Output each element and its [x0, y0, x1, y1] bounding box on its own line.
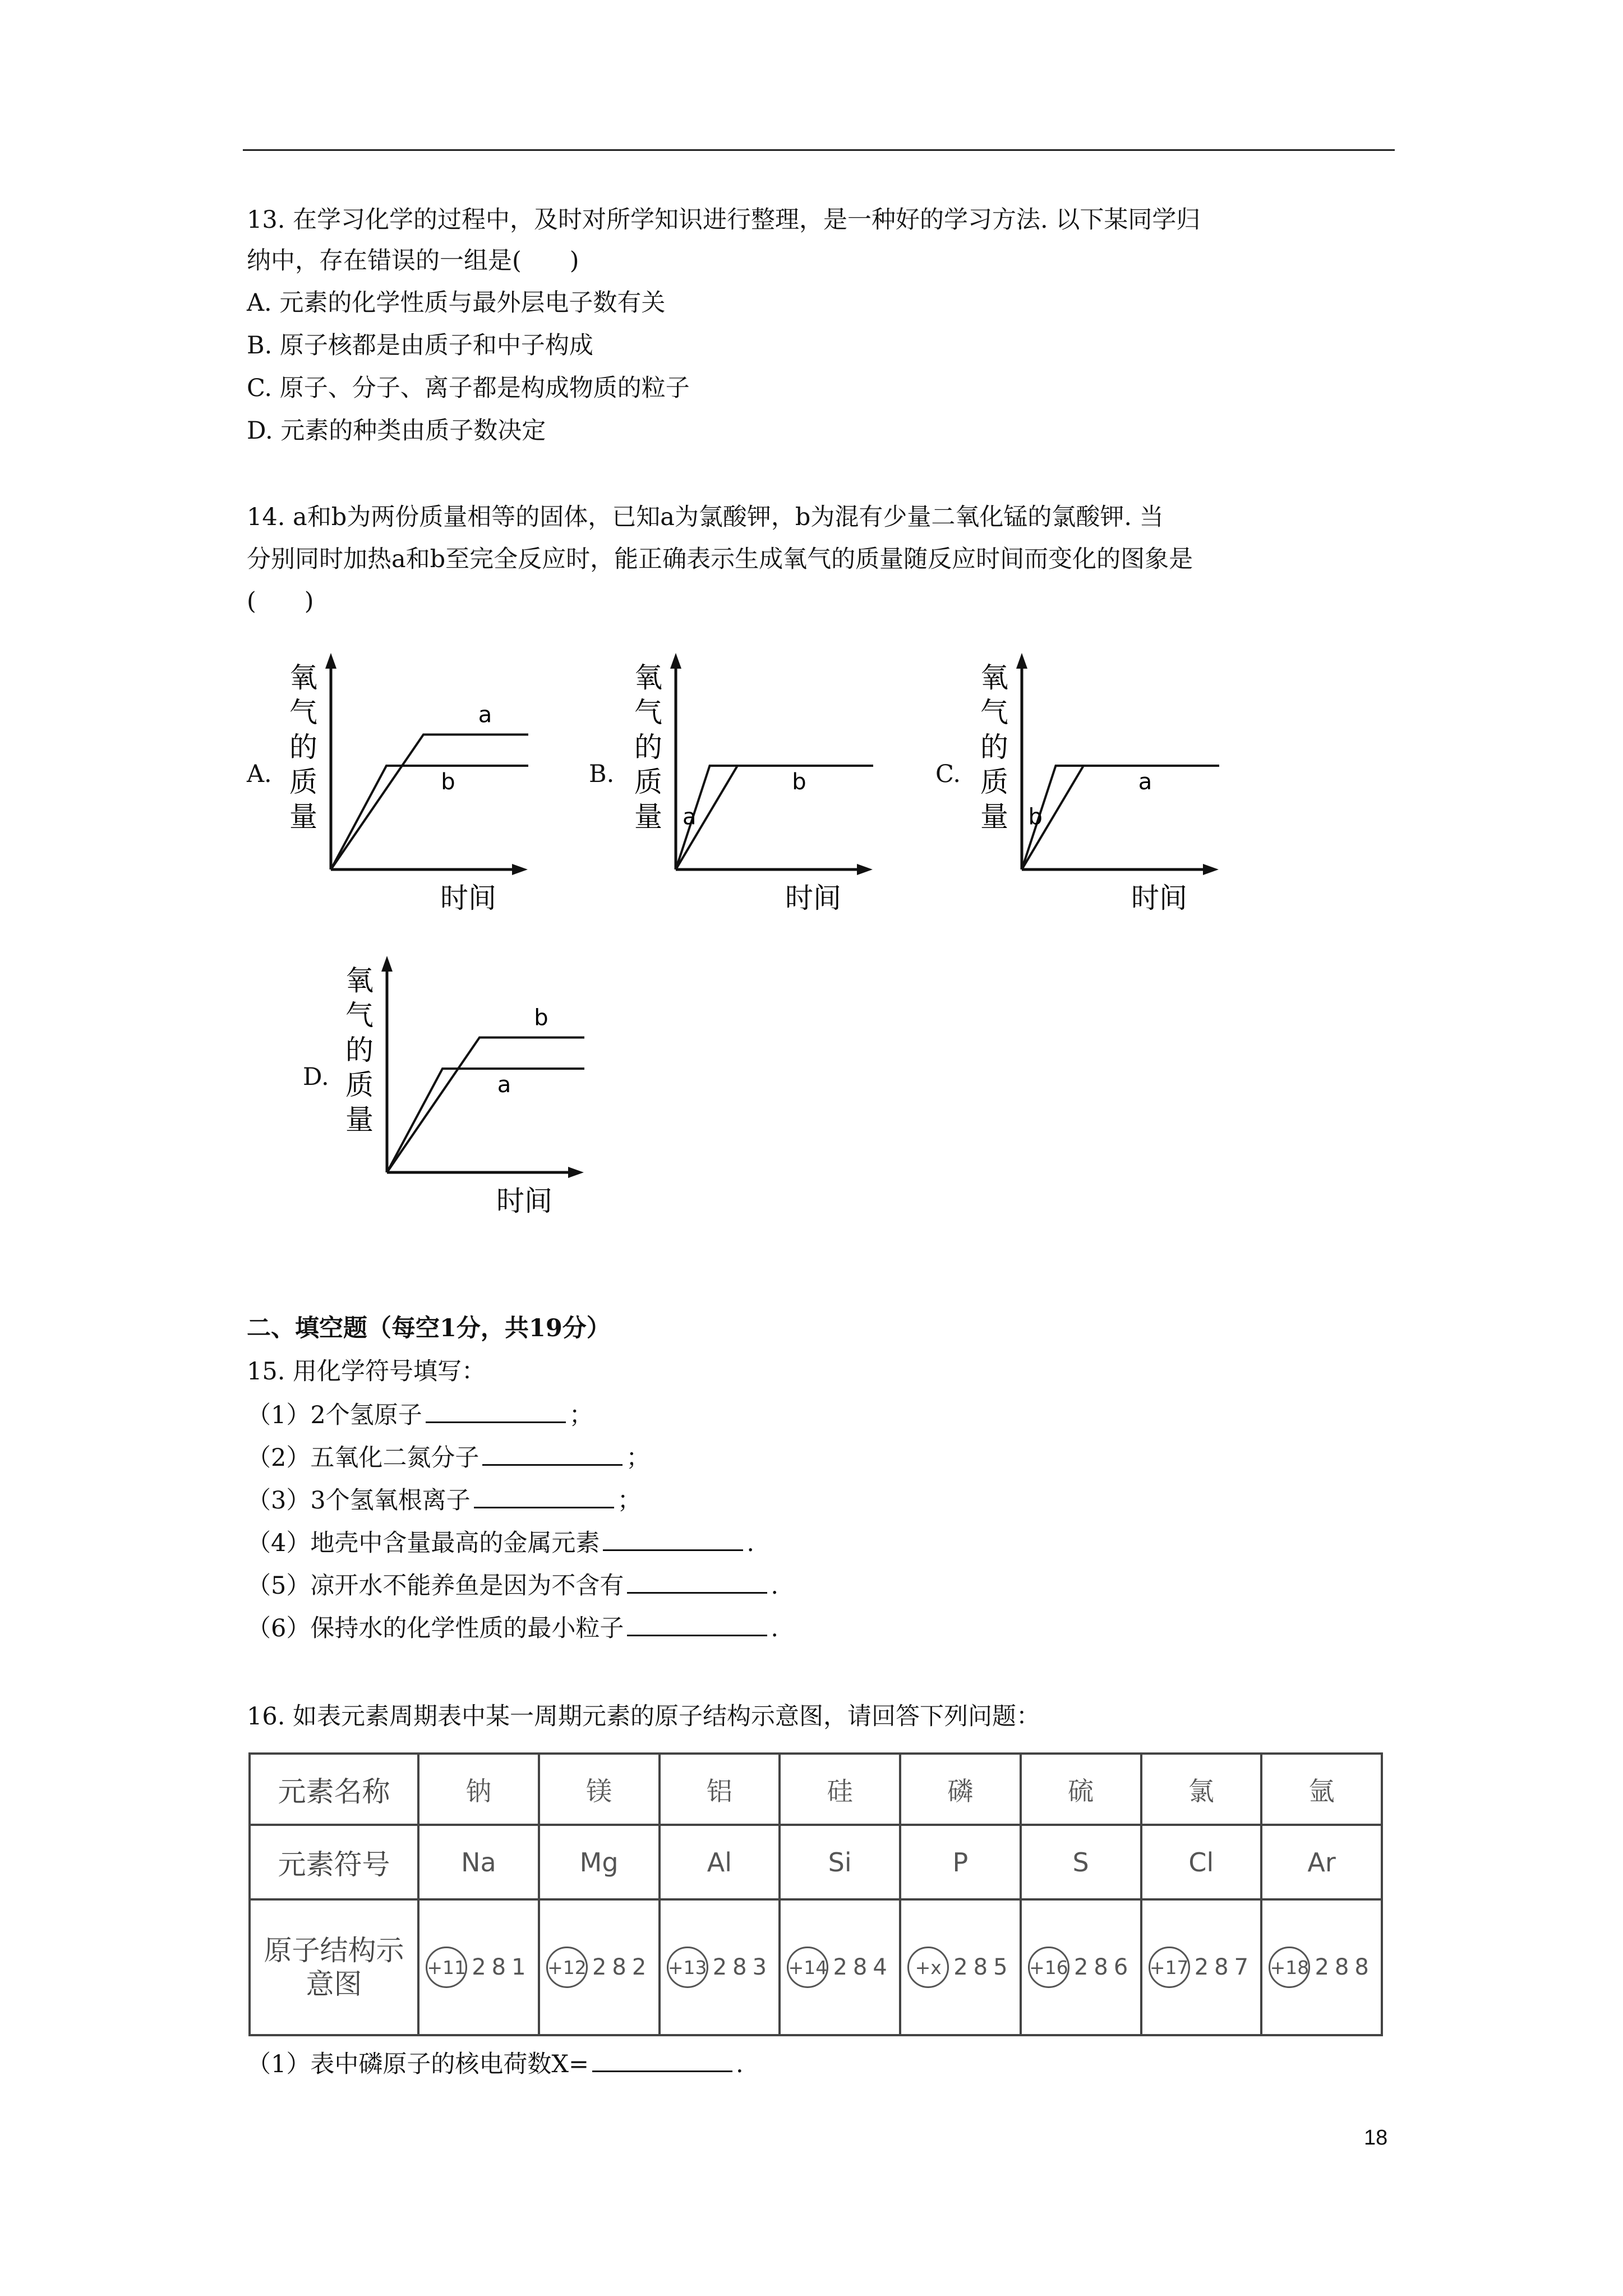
q16-sub-1: （1）表中磷原子的核电荷数X= .: [247, 2047, 744, 2081]
y-axis-label: 氧气的质量: [634, 661, 662, 833]
element-symbol-cell: Cl: [1141, 1825, 1262, 1899]
series-label: b: [534, 1005, 548, 1031]
series-label: a: [1138, 769, 1152, 795]
q15-item-6: （6）保持水的化学性质的最小粒子 .: [247, 1612, 778, 1645]
atom-diagram-cell: [418, 1899, 539, 2035]
element-symbol-cell: P: [900, 1825, 1021, 1899]
element-symbol-cell: Mg: [539, 1825, 660, 1899]
chart-c-option-label: C.: [935, 760, 961, 788]
q15-stem: 15. 用化学符号填写：: [247, 1358, 486, 1386]
answer-blank[interactable]: [627, 1570, 767, 1594]
electron-shells: 284: [833, 1954, 893, 1980]
element-name-cell: 磷: [900, 1754, 1021, 1825]
q16-stem: 16. 如表元素周期表中某一周期元素的原子结构示意图，请回答下列问题：: [247, 1703, 1041, 1731]
q13-option-c: C. 原子、分子、离子都是构成物质的粒子: [247, 374, 690, 402]
answer-blank[interactable]: [482, 1442, 623, 1466]
q13-option-a: A. 元素的化学性质与最外层电子数有关: [247, 289, 666, 317]
q13-stem-line-2: 纳中，存在错误的一组是( ): [247, 247, 579, 275]
atom-diagram-cell: [1021, 1899, 1141, 2035]
chart-b: [628, 645, 880, 914]
series-line-b: [387, 1038, 584, 1173]
answer-blank[interactable]: [592, 2048, 732, 2072]
element-name-cell: 硫: [1021, 1754, 1141, 1825]
x-axis-arrow: [568, 1167, 584, 1178]
series-label: b: [1028, 804, 1043, 830]
element-name-cell: 镁: [539, 1754, 660, 1825]
table-row-diagrams: [250, 1899, 1382, 2035]
atom-diagram-cell: [1141, 1899, 1262, 2035]
page-number: 18: [1364, 2126, 1388, 2150]
nucleus-circle: +17: [1149, 1947, 1190, 1988]
header-rule: [243, 149, 1395, 151]
atom-diagram-cell: [539, 1899, 660, 2035]
table-row-symbols: [250, 1825, 1382, 1899]
row-header-names: 元素名称: [250, 1754, 418, 1825]
q15-item-5: （5）凉开水不能养鱼是因为不含有 .: [247, 1569, 778, 1603]
element-name-cell: 铝: [660, 1754, 780, 1825]
chart-a-option-label: A.: [247, 760, 272, 788]
chart-a: [283, 645, 536, 914]
series-label: a: [478, 702, 492, 728]
chart-d: [339, 948, 592, 1217]
chart-d-option-label: D.: [303, 1063, 329, 1091]
nucleus-circle: +12: [546, 1947, 588, 1988]
y-axis-arrow: [325, 653, 336, 669]
q13-stem-line-1: 13. 在学习化学的过程中，及时对所学知识进行整理，是一种好的学习方法. 以下某同学归: [247, 206, 1201, 234]
element-name-cell: 钠: [418, 1754, 539, 1825]
nucleus-circle: +11: [426, 1947, 467, 1988]
x-axis-label: 时间: [1131, 882, 1187, 914]
x-axis-label: 时间: [440, 882, 496, 914]
chart-b-option-label: B.: [589, 760, 615, 788]
table-row-names: [250, 1754, 1382, 1825]
element-symbol-cell: Si: [780, 1825, 900, 1899]
nucleus-circle: +13: [667, 1947, 708, 1988]
element-symbol-cell: S: [1021, 1825, 1141, 1899]
x-axis-label: 时间: [785, 882, 841, 914]
q14-stem-line-3: ( ): [247, 587, 314, 615]
atom-diagram-cell: [900, 1899, 1021, 2035]
x-axis-arrow: [857, 864, 873, 875]
q13-option-b: B. 原子核都是由质子和中子构成: [247, 332, 593, 360]
electron-shells: 287: [1194, 1954, 1255, 1980]
x-axis-arrow: [1203, 864, 1219, 875]
element-name-cell: 硅: [780, 1754, 900, 1825]
electron-shells: 283: [712, 1954, 773, 1980]
nucleus-circle: +16: [1028, 1947, 1069, 1988]
electron-shells: 282: [592, 1954, 652, 1980]
y-axis-arrow: [381, 956, 393, 972]
y-axis-label: 氧气的质量: [345, 964, 374, 1136]
element-name-cell: 氯: [1141, 1754, 1262, 1825]
y-axis-label: 氧气的质量: [289, 661, 317, 833]
answer-blank[interactable]: [627, 1612, 767, 1636]
series-line-a: [387, 1069, 584, 1172]
nucleus-circle: +18: [1269, 1947, 1310, 1988]
element-symbol-cell: Na: [418, 1825, 539, 1899]
y-axis-label: 氧气的质量: [980, 661, 1008, 833]
element-symbol-cell: Ar: [1261, 1825, 1382, 1899]
q14-stem-line-2: 分别同时加热a和b至完全反应时，能正确表示生成氧气的质量随反应时间而变化的图象是: [247, 545, 1193, 573]
series-label: b: [441, 769, 455, 795]
answer-blank[interactable]: [474, 1484, 614, 1508]
electron-shells: 288: [1315, 1954, 1375, 1980]
chart-c: [974, 645, 1227, 914]
y-axis-arrow: [670, 653, 681, 669]
row-header-symbols: 元素符号: [250, 1825, 418, 1899]
q13-option-d: D. 元素的种类由质子数决定: [247, 417, 546, 445]
nucleus-circle: +14: [787, 1947, 828, 1988]
series-line-b: [331, 766, 528, 869]
q15-item-1: （1）2个氢原子 ；: [247, 1398, 593, 1432]
nucleus-circle: +x: [907, 1947, 949, 1988]
atom-diagram-cell: [780, 1899, 900, 2035]
q14-stem-line-1: 14. a和b为两份质量相等的固体，已知a为氯酸钾，b为混有少量二氧化锰的氯酸钾. 当: [247, 503, 1164, 531]
answer-blank[interactable]: [426, 1399, 566, 1423]
y-axis-arrow: [1016, 653, 1027, 669]
series-label: a: [682, 804, 697, 830]
q15-item-4: （4）地壳中含量最高的金属元素 .: [247, 1526, 754, 1560]
x-axis-arrow: [512, 864, 528, 875]
series-line-a: [331, 735, 528, 870]
element-symbol-cell: Al: [660, 1825, 780, 1899]
series-label: a: [497, 1072, 511, 1098]
electron-shells: 285: [953, 1954, 1013, 1980]
periodic-table-row: [248, 1752, 1383, 2036]
electron-shells: 286: [1073, 1954, 1134, 1980]
row-header-diagrams: 原子结构示意图: [250, 1899, 418, 2035]
atom-diagram-cell: [660, 1899, 780, 2035]
atom-diagram-cell: [1261, 1899, 1382, 2035]
q15-item-2: （2）五氧化二氮分子 ；: [247, 1441, 650, 1475]
series-label: b: [792, 769, 806, 795]
q15-item-3: （3）3个氢氧根离子 ；: [247, 1484, 642, 1517]
x-axis-label: 时间: [496, 1185, 552, 1217]
answer-blank[interactable]: [603, 1527, 743, 1551]
section2-title: 二、填空题（每空1分，共19分）: [247, 1314, 611, 1342]
electron-shells: 281: [472, 1954, 532, 1980]
element-name-cell: 氩: [1261, 1754, 1382, 1825]
